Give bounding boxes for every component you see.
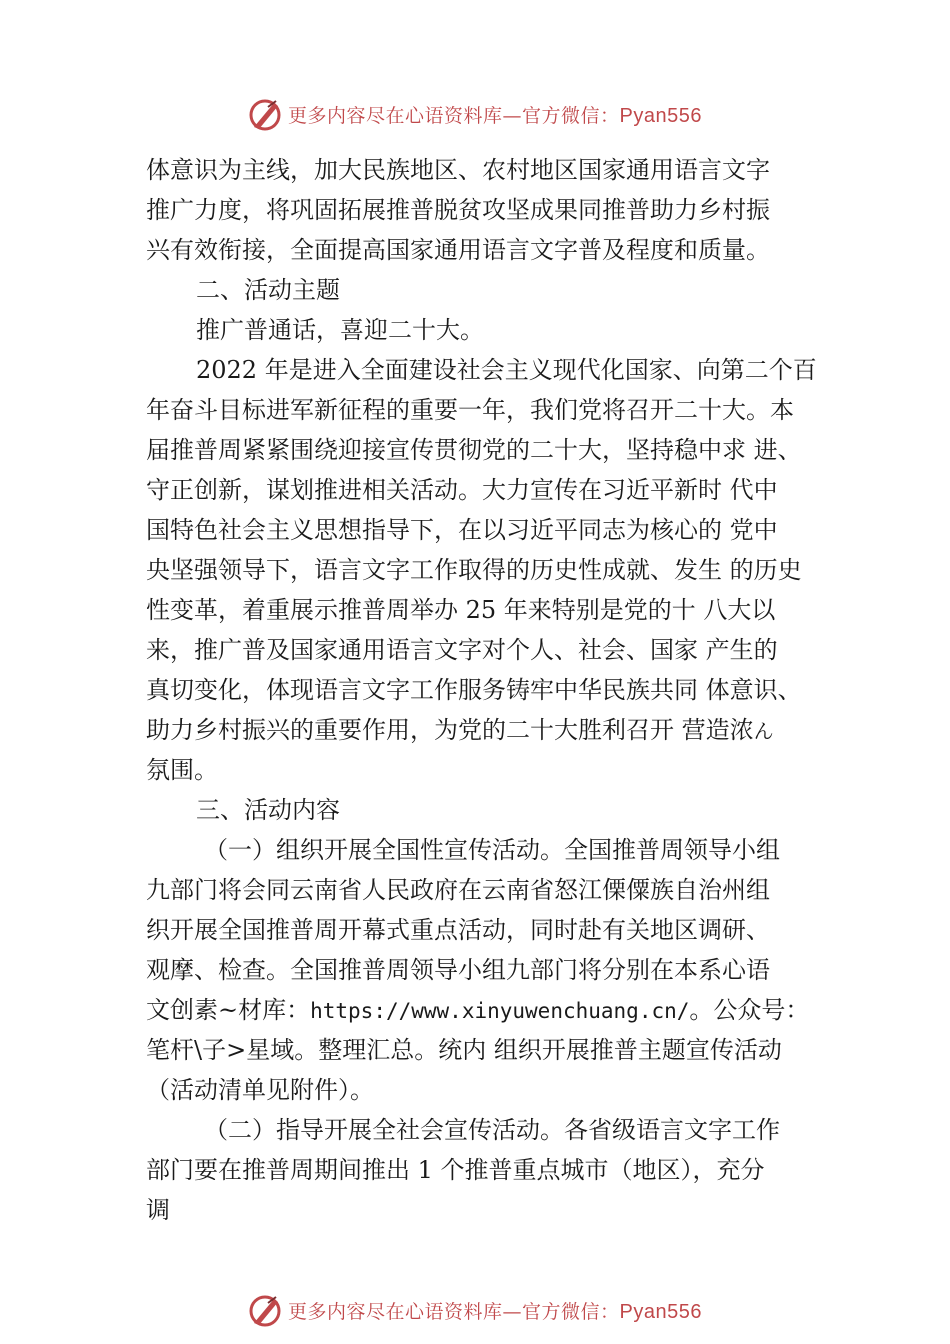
watermark-text: 更多内容尽在心语资料库—官方微信：Pyan556 xyxy=(288,1300,702,1323)
pen-logo-icon xyxy=(248,1293,282,1327)
paragraph-line: 兴有效衔接，全面提高国家通用语言文字普及程度和质量。 xyxy=(146,236,770,264)
paragraph-line: 笔杆\子>星域。整理汇总。统内 组织开展推普主题宣传活动 xyxy=(146,1036,782,1064)
paragraph-line: 织开展全国推普周开幕式重点活动，同时赴有关地区调研、 xyxy=(146,916,770,944)
section-heading: 三、活动内容 xyxy=(196,796,340,824)
pen-logo-icon xyxy=(248,97,282,131)
watermark-text: 更多内容尽在心语资料库—官方微信：Pyan556 xyxy=(288,104,702,127)
subsection-line: （二）指导开展全社会宣传活动。各省级语言文字工作 xyxy=(204,1116,780,1144)
paragraph-line: 守正创新，谋划推进相关活动。大力宣传在习近平新时 代中 xyxy=(146,476,778,504)
stray-glyph: ん xyxy=(753,719,774,743)
paragraph-line: 助力乡村振兴的重要作用，为党的二十大胜利召开 营造浓ん xyxy=(146,716,774,744)
paragraph-line: 部门要在推普周期间推出 1 个推普重点城市（地区），充分 xyxy=(146,1156,765,1184)
header-watermark xyxy=(0,94,950,134)
subsection-line: （一）组织开展全国性宣传活动。全国推普周领导小组 xyxy=(204,836,780,864)
footer-watermark xyxy=(0,1290,950,1330)
paragraph-line: 文创素~材库：https://www.xinyuwenchuang.cn/。公众号： xyxy=(146,996,810,1024)
document-body xyxy=(146,150,836,1230)
paragraph-line: 性变革，着重展示推普周举办 25 年来特别是党的十 八大以 xyxy=(146,596,776,624)
paragraph-line: 央坚强领导下，语言文字工作取得的历史性成就、发生 的历史 xyxy=(146,556,802,584)
theme-line: 推广普通话，喜迎二十大。 xyxy=(196,316,484,344)
paragraph-line: （活动清单见附件）。 xyxy=(146,1076,374,1104)
paragraph-line: 国特色社会主义思想指导下，在以习近平同志为核心的 党中 xyxy=(146,516,778,544)
paragraph-line: 调 xyxy=(146,1196,170,1224)
paragraph-line: 观摩、检查。全国推普周领导小组九部门将分别在本系心语 xyxy=(146,956,770,984)
paragraph-line: 2022 年是进入全面建设社会主义现代化国家、向第二个百 xyxy=(196,356,817,384)
paragraph-line: 推广力度，将巩固拓展推普脱贫攻坚成果同推普助力乡村振 xyxy=(146,196,770,224)
section-heading: 二、活动主题 xyxy=(196,276,340,304)
paragraph-line: 年奋斗目标进军新征程的重要一年，我们党将召开二十大。本 xyxy=(146,396,794,424)
paragraph-line: 来，推广普及国家通用语言文字对个人、社会、国家 产生的 xyxy=(146,636,778,664)
paragraph-line: 体意识为主线，加大民族地区、农村地区国家通用语言文字 xyxy=(146,156,770,184)
paragraph-line: 氛围。 xyxy=(146,756,218,784)
paragraph-line: 届推普周紧紧围绕迎接宣传贯彻党的二十大，坚持稳中求 进、 xyxy=(146,436,802,464)
paragraph-line: 九部门将会同云南省人民政府在云南省怒江傈僳族自治州组 xyxy=(146,876,770,904)
paragraph-line: 真切变化，体现语言文字工作服务铸牢中华民族共同 体意识、 xyxy=(146,676,802,704)
url-text: https://www.xinyuwenchuang.cn/ xyxy=(310,999,690,1023)
